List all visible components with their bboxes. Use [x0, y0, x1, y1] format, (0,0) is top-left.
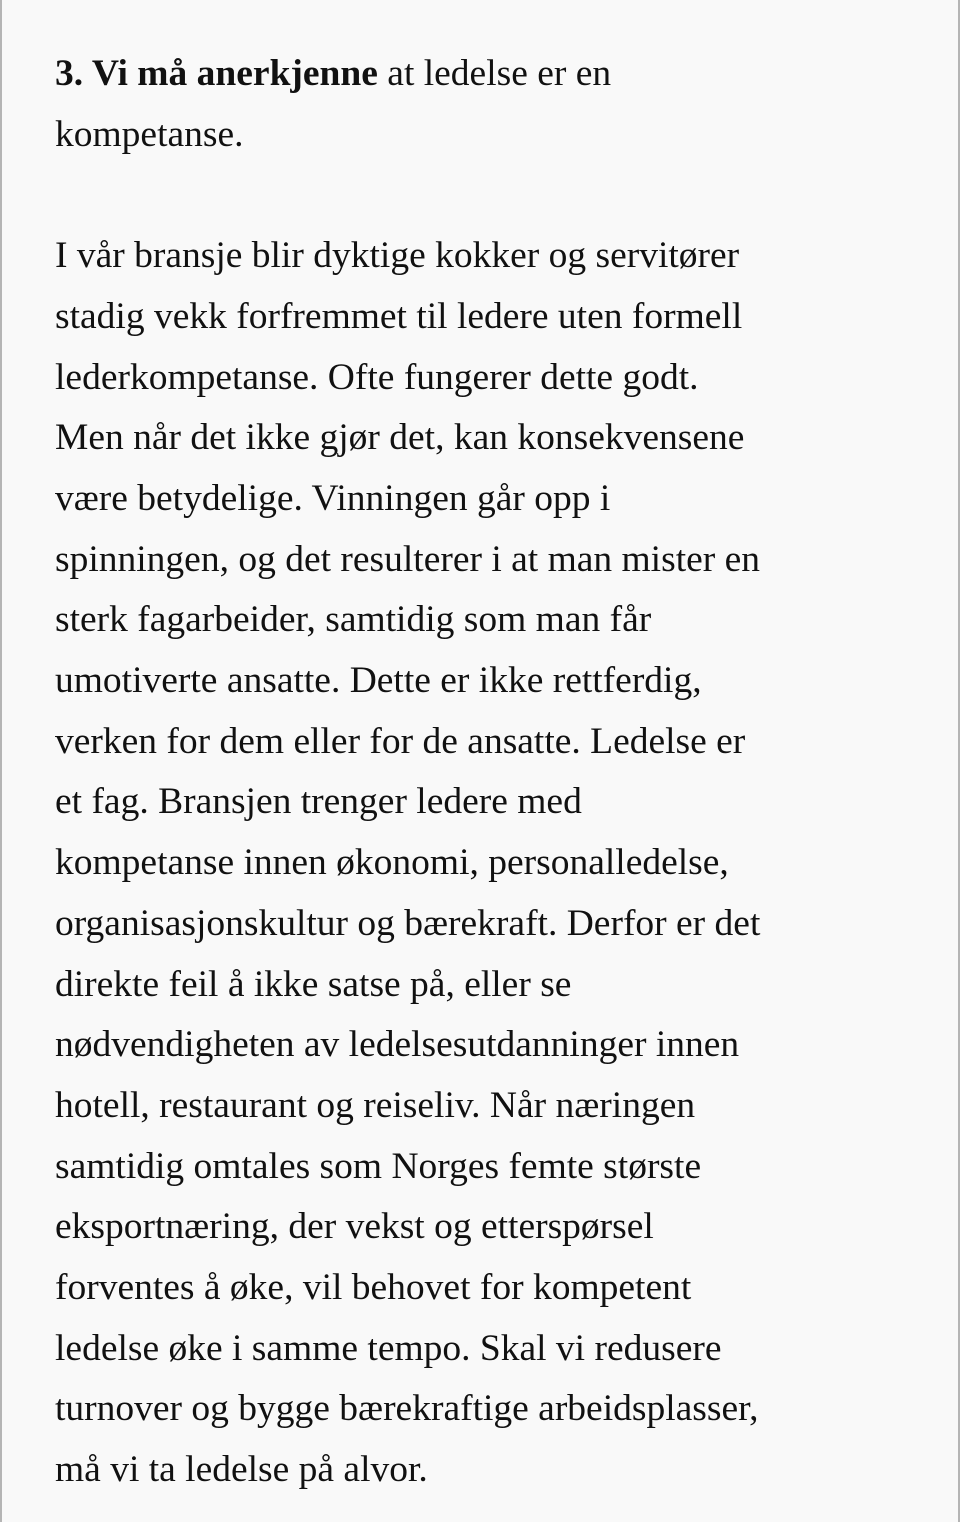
article-body	[55, 44, 935, 1501]
body-line: forventes å øke, vil behovet for kompetent	[55, 1267, 692, 1309]
body-line: lederkompetanse. Ofte fungerer dette godt.	[55, 356, 699, 398]
body-line: spinningen, og det resulterer i at man mister en	[55, 538, 761, 580]
body-line: organisasjonskultur og bærekraft. Derfor er det	[55, 902, 761, 944]
point-heading-text: at ledelse er en	[377, 53, 612, 94]
heading-line-1	[55, 44, 935, 105]
body-line: verken for dem eller for de ansatte. Ledelse er	[55, 720, 746, 762]
point-heading-bold: 3. Vi må anerkjenne	[55, 53, 378, 94]
body-line: direkte feil å ikke satse på, eller se	[55, 963, 572, 1005]
body-line: turnover og bygge bærekraftige arbeidsplasser,	[55, 1388, 759, 1430]
body-line: samtidig omtales som Norges femte største	[55, 1145, 702, 1187]
body-line: ledelse øke i samme tempo. Skal vi redusere	[55, 1327, 722, 1369]
body-line: må vi ta ledelse på alvor.	[55, 1449, 428, 1491]
body-line: I vår bransje blir dyktige kokker og servitører	[55, 235, 740, 277]
body-line: sterk fagarbeider, samtidig som man får	[55, 599, 652, 641]
body-line: umotiverte ansatte. Dette er ikke rettferdig,	[55, 660, 702, 702]
heading-line-2: kompetanse.	[55, 113, 244, 155]
point-heading-paragraph	[55, 44, 935, 165]
body-line: nødvendigheten av ledelsesutdanninger innen	[55, 1024, 740, 1066]
body-line: være betydelige. Vinningen går opp i	[55, 477, 611, 519]
body-line: et fag. Bransjen trenger ledere med	[55, 781, 582, 823]
body-line: kompetanse innen økonomi, personalledelse,	[55, 842, 729, 884]
body-line: Men når det ikke gjør det, kan konsekvensene	[55, 417, 745, 459]
body-paragraph	[55, 226, 935, 1501]
body-line: stadig vekk forfremmet til ledere uten formell	[55, 295, 743, 337]
body-line: eksportnæring, der vekst og etterspørsel	[55, 1206, 654, 1248]
body-line: hotell, restaurant og reiseliv. Når næringen	[55, 1084, 696, 1126]
